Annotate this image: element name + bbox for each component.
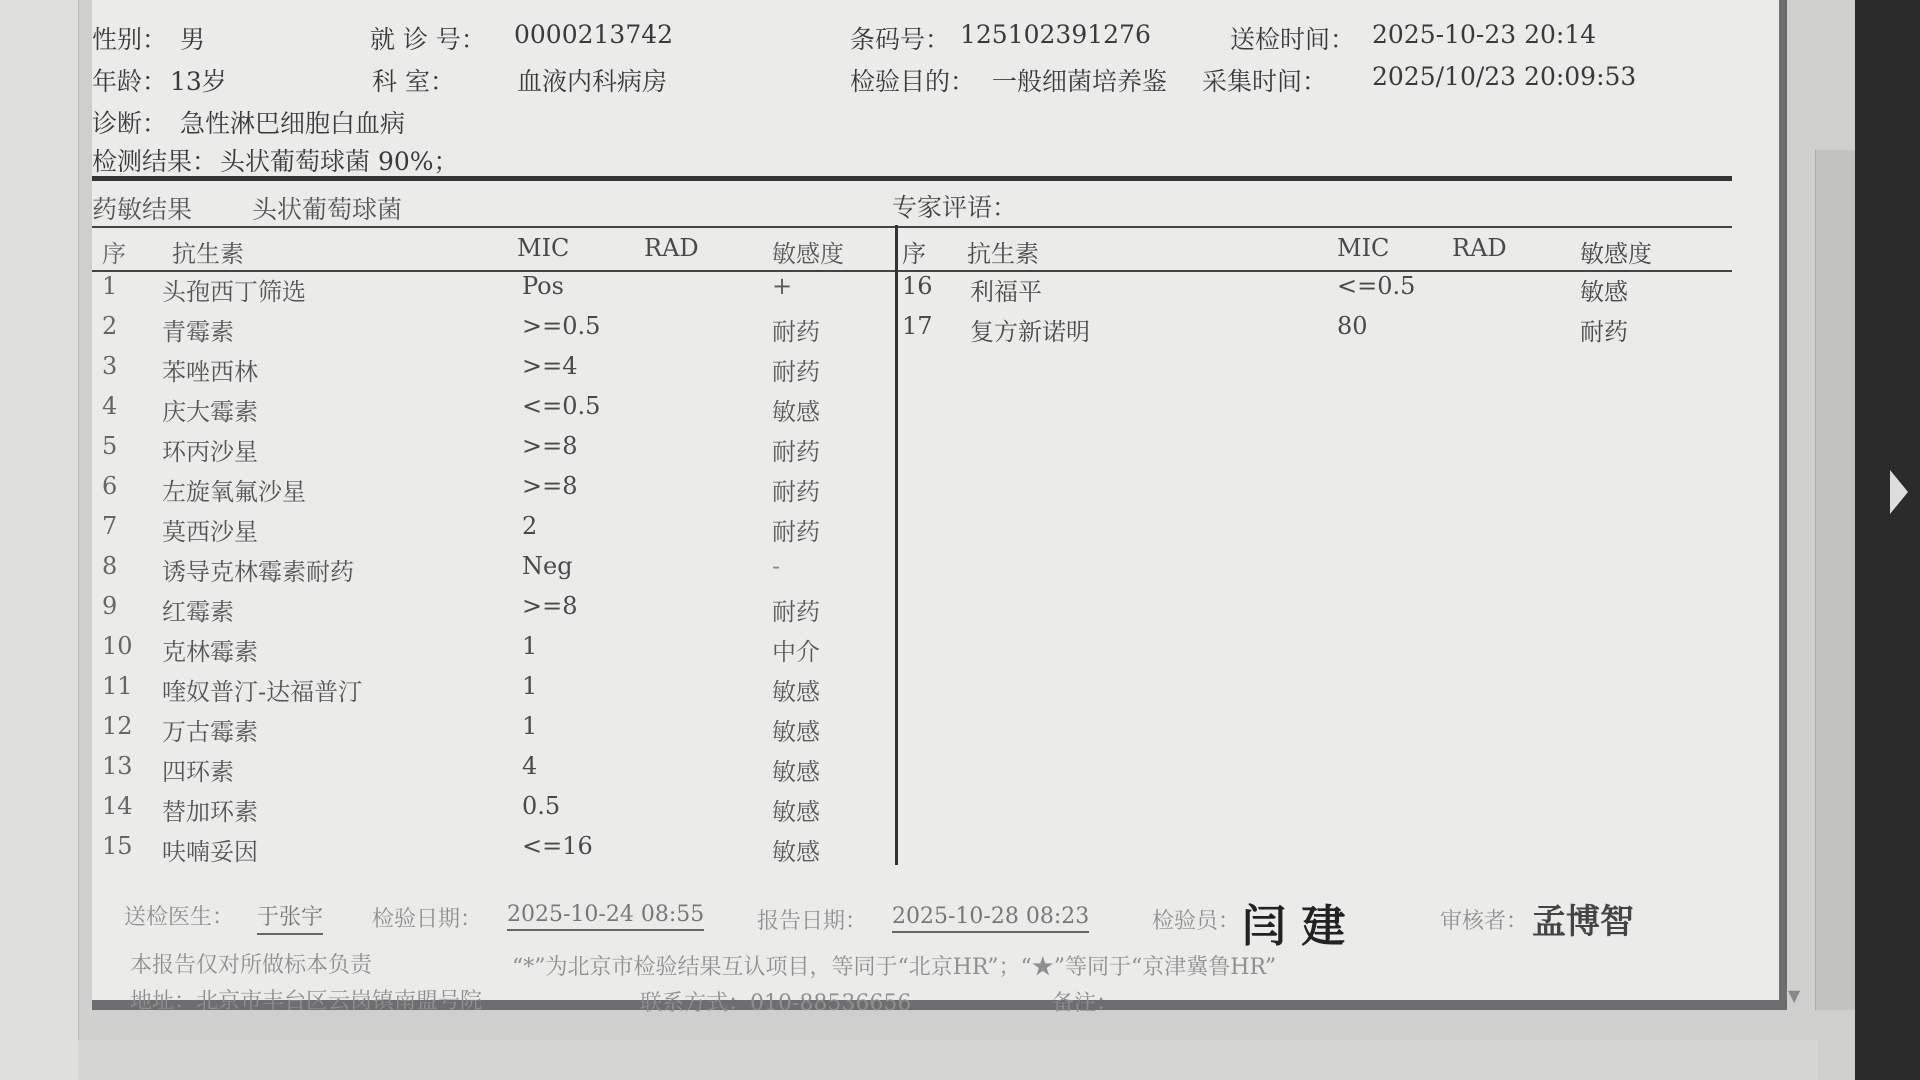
expert-comment-label: 专家评语： [892,193,1018,222]
barcode-label: 条码号： [850,25,951,54]
expand-arrow-icon[interactable] [1890,470,1908,514]
col-mic-header: MIC [1337,234,1390,262]
organism-name: 头状葡萄球菌 [252,195,403,224]
mic-value: <=16 [522,832,593,860]
sensitivity-value: 敏感 [1580,278,1628,306]
gender-label: 性别： [92,25,168,54]
visit-number-value: 0000213742 [514,20,674,49]
col-mic-header: MIC [517,234,570,262]
diagnosis-value: 急性淋巴细胞白血病 [180,109,406,138]
row-number: 17 [902,312,933,340]
visit-number-label: 就 诊 号： [370,25,486,54]
antibiotic-name: 红霉素 [162,598,234,626]
mutual-recognition-note: “*”为北京市检验结果互认项目，等同于“北京HR”；“★”等同于“京津冀鲁HR” [512,955,1277,980]
sensitivity-value: 耐药 [772,518,820,546]
col-rad-header: RAD [1452,234,1507,262]
sensitivity-value: 耐药 [772,318,820,346]
reviewer-label: 审核者： [1440,909,1529,934]
sensitivity-value: 耐药 [1580,318,1628,346]
row-number: 10 [102,632,133,660]
result-label: 检测结果： [92,147,218,176]
antibiotic-name: 呋喃妥因 [162,838,258,866]
sensitivity-value: 敏感 [772,838,820,866]
mic-value: 0.5 [522,792,561,820]
col-no-header: 序 [102,240,126,268]
row-number: 14 [102,792,133,820]
row-number: 8 [102,552,118,580]
address-text: 地址：北京市丰台区云岗镇南盟号院 [130,989,483,1014]
row-number: 16 [902,272,933,300]
row-number: 13 [102,752,133,780]
submit-time-value: 2025-10-23 20:14 [1372,20,1597,49]
row-number: 6 [102,472,118,500]
row-number: 1 [102,272,118,300]
column-top-line [92,226,1732,228]
age-value: 13岁 [170,67,227,96]
row-number: 3 [102,352,118,380]
col-antibiotic-header: 抗生素 [172,240,244,268]
row-number: 7 [102,512,118,540]
department-value: 血液内科病房 [517,67,668,96]
test-date-value: 2025-10-24 08:55 [507,902,704,931]
col-antibiotic-header: 抗生素 [967,240,1039,268]
barcode-value: 125102391276 [960,20,1151,49]
doctor-label: 送检医生： [124,905,235,930]
sensitivity-value: 敏感 [772,718,820,746]
header-divider [92,176,1732,181]
sensitivity-value: 耐药 [772,598,820,626]
antibiotic-name: 替加环素 [162,798,258,826]
mic-value: <=0.5 [522,392,601,420]
antibiotic-name: 左旋氧氟沙星 [162,478,306,506]
sensitivity-value: 耐药 [772,478,820,506]
mic-value: >=8 [522,432,578,460]
vertical-scrollbar[interactable] [1815,150,1856,1010]
sensitivity-value: 中介 [772,638,820,666]
antibiotic-name: 喹奴普汀-达福普汀 [162,678,363,706]
sensitivity-value: 耐药 [772,358,820,386]
disclaimer-text: 本报告仅对所做标本负责 [130,953,373,978]
antibiotic-name: 环丙沙星 [162,438,258,466]
submit-time-label: 送检时间： [1230,25,1356,54]
row-number: 2 [102,312,118,340]
bottom-window-edge [78,1040,1818,1080]
mic-value: 1 [522,712,538,740]
antibiotic-name: 庆大霉素 [162,398,258,426]
age-label: 年龄： [92,67,168,96]
remark-label: 备注： [1052,991,1119,1016]
antibiotic-name: 克林霉素 [162,638,258,666]
collect-time-label: 采集时间： [1202,67,1328,96]
sensitivity-value: 敏感 [772,678,820,706]
mic-value: Neg [522,552,573,580]
sensitivity-value: 敏感 [772,758,820,786]
antibiotic-name: 莫西沙星 [162,518,258,546]
row-number: 12 [102,712,133,740]
diagnosis-label: 诊断： [92,109,168,138]
report-date-value: 2025-10-28 08:23 [892,904,1089,933]
row-number: 9 [102,592,118,620]
sensitivity-value: 耐药 [772,438,820,466]
mic-value: 4 [522,752,538,780]
sensitivity-value: 敏感 [772,398,820,426]
tester-label: 检验员： [1152,909,1241,934]
mic-value: 2 [522,512,538,540]
test-date-label: 检验日期： [372,907,483,932]
mic-value: 1 [522,672,538,700]
col-sensitivity-header: 敏感度 [1580,240,1652,268]
result-value: 头状葡萄球菌 90%； [220,147,459,176]
gender-value: 男 [180,25,206,54]
antibiotic-name: 青霉素 [162,318,234,346]
purpose-value: 一般细菌培养鉴 [992,67,1168,96]
antibiotic-name: 复方新诺明 [970,318,1090,346]
doctor-value: 于张宇 [257,900,323,935]
mic-value: 1 [522,632,538,660]
antibiotic-name: 四环素 [162,758,234,786]
antibiotic-name: 利福平 [970,278,1042,306]
row-number: 15 [102,832,133,860]
purpose-label: 检验目的： [850,67,976,96]
lab-report-page [92,0,1787,1016]
contact-text: 联系方式：010-88536656 [640,991,912,1016]
sensitivity-title: 药敏结果 [92,195,193,224]
row-number: 4 [102,392,118,420]
sensitivity-value: 敏感 [772,798,820,826]
mic-value: 80 [1337,312,1368,340]
row-number: 5 [102,432,118,460]
row-number: 11 [102,672,133,700]
left-window-edge [0,0,79,1080]
mic-value: Pos [522,272,564,300]
col-no-header: 序 [902,240,926,268]
sensitivity-value: - [772,552,781,580]
report-date-label: 报告日期： [757,909,868,934]
collect-time-value: 2025/10/23 20:09:53 [1372,62,1637,91]
reviewer-signature: 孟博智 [1532,902,1634,942]
tester-signature: 闫 建 [1242,901,1346,952]
antibiotic-name: 万古霉素 [162,718,258,746]
monitor-bezel [1855,0,1920,1080]
mic-value: >=8 [522,472,578,500]
col-sensitivity-header: 敏感度 [772,240,844,268]
antibiotic-name: 诱导克林霉素耐药 [162,558,354,586]
mic-value: >=8 [522,592,578,620]
table-column-divider [895,225,898,865]
mic-value: <=0.5 [1337,272,1416,300]
department-label: 科 室： [372,67,455,96]
scroll-down-icon[interactable]: ▼ [1788,986,1801,1005]
col-rad-header: RAD [644,234,699,262]
mic-value: >=4 [522,352,578,380]
antibiotic-name: 苯唑西林 [162,358,258,386]
antibiotic-name: 头孢西丁筛选 [162,278,306,306]
sensitivity-value: + [772,272,793,300]
mic-value: >=0.5 [522,312,601,340]
